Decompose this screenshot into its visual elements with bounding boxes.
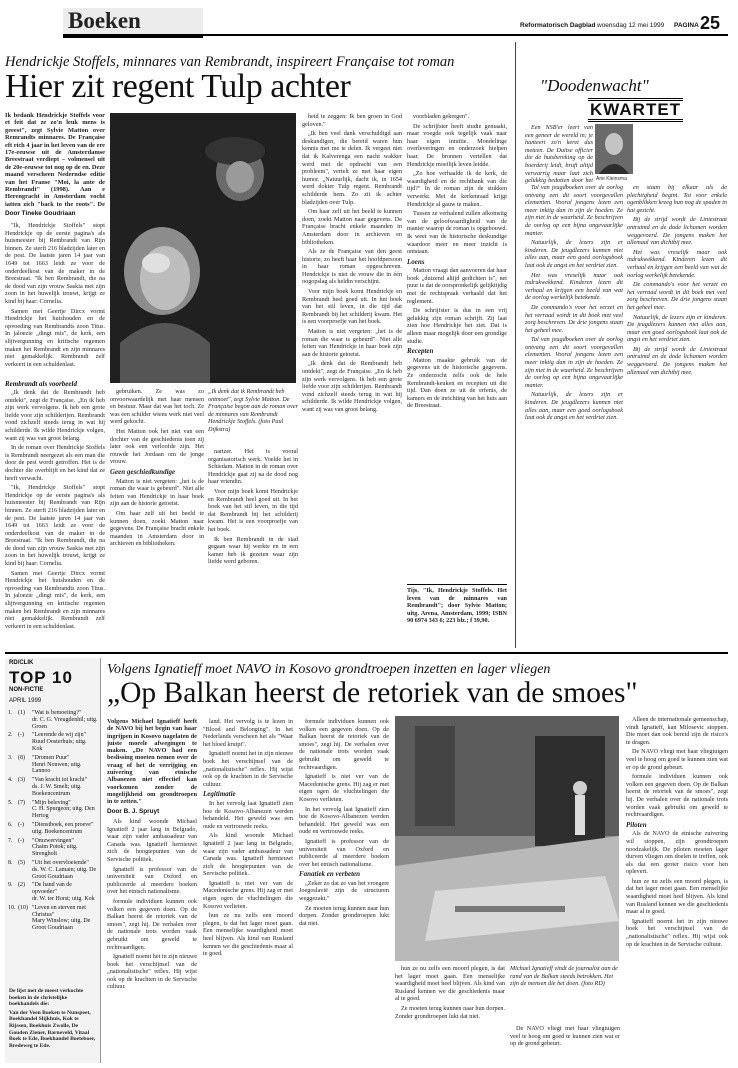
top10-prev: (8) [18,754,25,761]
paragraph: „Ik denk dat de Rembrandt heb ontdekt", zegt de Française. „En ik heb zijn werk vervolgens. Ik heb een grote liefde voor zijn schilderijen. Rembrandt vond zichzelf steeds terug in wat hij schilderde. Ik wilde Hendrickje volgen, want zij was van groot belang. [5,389,105,442]
top10-item[interactable] [8,905,98,932]
main-col-1 [5,222,105,380]
author-photo [595,124,633,174]
paragraph: Ignatieff is niet ver van de Macedonische grens. Hij zag er met eigen ogen de vluchtelingen die Kosovo verlieten. [203,879,293,910]
top10-item[interactable] [8,860,98,880]
top10-rank: 10. [8,904,16,911]
column-divider [515,42,516,648]
paragraph: Ignatieff is professor van de universiteit van Oxford en publiceerde al meerdere boeken over het etnisch nationalisme. [107,865,197,896]
paragraph: Om haar zelf uit het beeld te kunnen doen, zoekt Matton naar gegevens. De Française bracht enkele maanden in Amsterdam door in archieven en bibliotheken. [110,509,204,548]
paragraph: Als ze de Française van den geest historie, zo heeft haar het hoofdpersoon in haar roman opgeschreven. Hendrickje is niet de vrouw die in één oogopslag als heldin verschijnt. [302,248,402,286]
issue-date: woensdag 12 mei 1999 [597,22,665,29]
bottom-byline: Door B. J. Spruyt [107,808,160,815]
paragraph: Tussen ze verhalend zullen afkomstig van de geloofwaardigheid van de manier waarop de roman is opgebouwd. Ik weet van de historische deskundige waardoor meer en meer inzicht is ontstaan. [407,210,507,256]
paragraph: Ignatieff noemt het in zijn nieuwe boek het verschijnsel van de „nationalistische" reflex. Hij wijst ook op de krachten in de Servische cultuur. [203,750,293,788]
section-divider [5,652,728,654]
top10-item-meta: Mary Winslow; uitg. De Groot Goudriaan [32,918,91,932]
column-col-2 [627,184,727,648]
page-number: 25 [700,13,721,33]
top10-prev: (-) [18,821,24,828]
top10-item-meta: C. H. Spurgeon; uitg. Den Hertog [32,806,95,820]
bottom-photo [395,716,619,961]
top10-rank: 4. [8,777,13,784]
bottom-col-3 [299,718,389,1058]
main-subhead-2: Loens [407,257,425,266]
paragraph: "Ik, Hendrickje Stoffels" stopt Hendrickje op de eerste pagina's als huismeester bij Rembrandt van Rijn binnen. Ze sterft 216 bladzijden later en de pest. De laatste jaren 14 jaar van 1649 tot 1663 leidt ze voor de onderdeelkost van de maker in de Breestraat. "Ik ben Rembrandt, die na de dood van zijn vrouw Saskia met zijn zoon in het huwelijk trouwt, krijgt ze kind bij haar: Cornelia. [5,222,105,305]
bottom-col-4 [395,965,505,1060]
paragraph: Ignatieff noemt het in zijn nieuwe boek het verschijnsel van de „nationalistische" reflex. Hij wijst ook op de krachten in de Servische cultuur. [107,953,197,991]
top10-item-title: "Leerende de wij zijn" [32,732,87,739]
top10-rank: 1. [8,710,13,716]
paragraph: Ik ben Rembrandt in de stad gegaan waar hij werkte en in een kamer heb ik gezeten waar zijn liefde werd geboren. [208,535,298,566]
paragraph: "Ik, Hendrickje Stoffels" stopt Hendrickje op de eerste pagina's als huismeester bij Rembrandt van Rijn binnen. Ze sterft 216 bladzijden later en de pest. De laatste jaren 14 jaar van 1649 tot 1663 leidt ze voor de onderdeelkost van de maker in de Breestraat. "Ik ben Rembrandt, die na de dood van zijn vrouw Saskia met zijn zoon in het huwelijk trouwt, krijgt ze kind bij haar: Cornelia. [5,484,105,568]
main-photo-caption [208,388,298,448]
bottom-kicker: Volgens Ignatieff moet NAVO in Kosovo grondtroepen inzetten en lager vliegen [107,662,551,677]
top10-rank: 3. [8,754,13,761]
paragraph: De commando's voor het verzet en het verraad wordt in dit boek met veel zorg beschreven. De drie jongens staan het geheel mee. [627,281,727,311]
photo-caption-text: „Ik denk dat ik Rembrandt heb ontmoet", zegt Sylvie Matton. De Française begon aan de roman over de minnares van Rembrandt Hendrickje Stoffels. (foto Paul Dijkstra) [208,388,298,433]
top10-item-meta: ds. J. W. Smelt; uitg. Boekencentrum [32,783,82,797]
paragraph: Bij de strijd wordt de Liniestraat ontruimd en de dode lichamen worden weggevoerd. De jongens maken het allemaal van dichtbij mee. [627,345,727,376]
paragraph: In de roman over Hendrickje Stoffels is Rembrandt neergezet als een man die door de pest wordt getroffen. Het is de dochter die overblijft en het kind dat ze heeft verwacht. [5,444,105,482]
bottom-col-1 [107,818,197,1058]
top10-footnote-body: Van der Veen Boeken te Nunspeet, Boekhandel Slijkhuis, Kok te Rijssen, Boekhuis Zwolle, De Gouden Ziener, Barneveld, Vitaal Boek te Ede, Boekhandel Boeteboer, Bredeweg te Ede. [9,1009,96,1049]
paragraph: land. Het vervolg is te lezen in "Blood and Belonging". In het Nederlands verscheen het als "Waar het bloed kruipt". [203,718,293,748]
top10-item-meta: Ruud Oosterhuis; uitg. Kok [32,739,87,752]
paragraph: Tal van jeugdboeken over de oorlog ontvang een dit soort voorgevallen elementen. Vooral jongens lezen een meer inktig dan in zijn de hoeden. Ze zijn niet in de waarheid. Ze beschrijven de oorlog op een bijna ongevaarlijke manier. [525,336,623,389]
paragraph: Ignatieff is niet ver van de Macedonische grens. Hij zag er met eigen ogen de vluchtelingen die Kosovo verlieten. [299,773,389,803]
paragraph: Bij de strijd wordt de Liniestraat ontruimd en de dode lichamen worden weggevoerd. De jongens maken het allemaal van dichtbij mee. [627,216,727,247]
bottom-photo-caption [510,965,620,1025]
paragraph: De NAVO vliegt met haar vliegtuigen veel te hoog om goed te kunnen zien wat er op de grond gebeurt. [510,1025,620,1048]
main-col-3 [407,113,507,649]
paragraph: gebruiken. Ze was zo onvoorwaardelijk met haar mensen en bestuur. Maar dat was het toch. Ze was een schilder wiens werk niet veel werd gekocht. [110,388,204,426]
rembrandt-portrait-photo [110,113,296,383]
paragraph: De schrijfster heeft studie gemaakt, maar voegde ook tegelijk vaak naar haar eigen intuïtie. Mondelinge overleveringen en onderzoek hielpen haar. De bronnen vertellen dat Hendrickje moeilijk leven leidde. [407,122,507,168]
bottom-subhead-2: Fanatiek en verbeten [299,870,361,879]
paragraph: Natuurlijk, de lezers zijn er kinderen. De jeugdlezers kunnen niet alles aan, maar een goed oorlogsboek laat ook de angst en het verdriet zien. [525,239,623,269]
top10-item-title: "Dromen Puur" [32,754,70,761]
section-title: Boeken [68,8,141,33]
paragraph: Om haar zelf uit het beeld te kunnen doen, zoekt Matton naar gegevens. De Française bracht enkele maanden in Amsterdam door in archieven en bibliotheken. [302,208,402,246]
main-bottom-col-1 [110,388,204,648]
masthead [0,0,738,40]
main-headline: Hier zit regent Tulp achter [5,68,351,105]
paragraph: Als kind woonde Michael Ignatieff 2 jaar lang in Belgrado, waar zijn vader ambassadeur van Canada was. Ignatieff hernieuwt zich de hoogtepunten van de Servische politiek. [107,818,197,863]
top10-footnote [9,988,97,1049]
paragraph: Ignatieff is professor van de universiteit van Oxford en publiceerde al meerdere boeken over het etnisch nationalisme. [299,837,389,868]
paragraph: voorbladen gekregen". [413,113,470,120]
paragraph: In het vervolg laat Ignatieff zien hoe de Kosovo-Albanezen werden behandeld. Het geweld was een oude en vertrouwde reeks. [203,799,293,830]
top10-item-meta: uitg. Boekencentrum [32,828,83,835]
top10-prev: (2) [18,882,25,889]
main-bottom-col-2 [208,448,298,648]
paragraph: Samen met Geertje Dircx vormt Hendrickje het huishouden en de opvoeding van Rembrandts zoon Titus. In jaloezie „dingt mis", de kerk, een slijtvergunning en kritische regenten maken het Rembrandt en zijn minnares niet gemakkelijk. Rembrandt zelf verkeert in een schuldenlast. [5,307,105,368]
main-kicker: Hendrickje Stoffels, minnares van Rembrandt, inspireert Française tot roman [5,54,455,70]
top10-item-title: "Mijn beleving" [32,799,71,806]
top10-item-title: "Leven en sterven met Christus" [32,904,86,918]
top10-rank: 8. [8,859,13,866]
top10-prev: (5) [18,859,25,866]
top10-item[interactable] [8,755,98,775]
page-label: PAGINA [674,22,699,29]
main-byline: Door Tineke Goudriaan [5,210,76,217]
bottom-lead-text: Volgens Michael Ignatieff heeft de NAVO bij het begin van haar ingrijpen in Kosovo nagelaten de juiste morele afwegingen te maken. „De NAVO had een beslissing moeten nemen over de vraag of het de verrijging en zuivering van etnische Albanezen niet effectief kan voorkomen zonder de mogelijkheid om grondtroepen in te zetten." [107,718,197,806]
top10-item-meta: dr. W. ter Horst; uitg. Kok [32,895,95,902]
top10-rank: 7. [8,837,13,844]
top10-item-meta: Chaim Potok; uitg. Strengholt [32,844,78,858]
top10-item-meta: dr. C. G. Vreugdenhil; uitg. Groen [32,716,98,730]
top10-item[interactable] [8,710,98,730]
top10-prev: (-) [18,732,24,739]
top10-item-meta: Henri Nouwen; uitg. Lannoo [32,761,82,775]
top10-item[interactable] [8,732,98,752]
main-col-1b [5,389,105,649]
top10-rank: 6. [8,821,13,828]
author-portrait-photo [595,124,633,174]
paragraph: „Zo hoe verhaalde ik de kerk, de waardigheid en de rechtbank van die tijd?" In de roman zijn de stukken verwerkt. Met de kerkenraad krijgt Hendrickje al gauw te maken. [407,170,507,208]
top10-rank: 5. [8,799,13,806]
top10-item[interactable] [8,882,98,902]
top10-subtitle: NON-FICTIE [9,687,44,693]
top10-prev: (1) [18,710,25,716]
top10-prev: (10) [18,904,28,911]
paragraph: Matton is niet vergeten: „het is de roman die waar is gebeurd". Niet alle feiten van Hendrickje in haar boek zijn aan de historie getoetst. [110,477,204,508]
paragraph: formule individuen kunnen ook volken een gegeven doen. Op de Balkan heerst de retoriek van de smoes", zegt hij. De verhalen over de nationale trots worden vaak gebruikt om geweld te rechtvaardigen. [299,718,389,771]
top10-item-title: "Omzwervingen" [32,837,74,844]
bottom-subhead-3: Piloten [626,820,647,829]
bottom-col-5-lower [510,1025,620,1060]
paragraph: Als kind woonde Michael Ignatieff 2 jaar lang in Belgrado, waar zijn vader ambassadeur van Canada was. Ignatieff hernieuwt zich de hoogtepunten van de Servische politiek. [203,832,293,878]
paragraph: Alleen de internationale gemeenschap, vindt Ignatieff, kan Milosevic stoppen. Die moet dan ook bereid zijn de risico's te dragen. [626,716,728,746]
paragraph: Matton maakte gebruik van de gegevens uit de historische gegevens. Ze onderzocht zelfs ook de hele Rembrandt-keuken en recepten uit die tijd. Dan doen ze uit de erfenis, de kamers en de inrichting van het huis aan de Breestraat. [407,356,507,410]
paragraph: Als de NAVO de etnische zuivering wil stoppen, zijn grondtroepen noodzakelijk. De piloten moeten lager durven vliegen om doelen te treffen, ook als dat een groter risico voor hen oplevert. [626,830,728,876]
top10-list [8,710,98,934]
paragraph: Matton is niet vergeten: „het is de roman die waar is gebeurd". Niet alle feiten van Hendrickje in haar boek zijn aan de historie getoetst. [302,328,402,358]
top10-footnote-heading: De lijst met de meest verkochte boeken in de christelijke boekhandels die: [9,988,84,1008]
column-author: Arie Kleinsma [596,176,627,182]
paragraph: Natuurlijk, de lezers zijn er kinderen. De jeugdlezers kunnen niet alles aan, maar een goed oorlogsboek laat ook de angst en het verdriet zien. [627,313,727,344]
paragraph: Het was vreselijk maar ook indrukwekkend. Kinderen lezen dit verhaal en krijgen een beeld van wat de oorlog werkelijk betekende. [525,271,623,302]
column-title: "Doodenwacht" [540,76,649,95]
top10-rank: 2. [8,732,13,739]
top10-rank: 9. [8,882,13,889]
paragraph: Samen met Geertje Dircx vormt Hendrickje het huishouden en de opvoeding van Rembrandts zoon Titus. In jaloezie „dingt mis", de kerk, een slijtvergunning en kritische regenten maken het Rembrandt en zijn minnares niet gemakkelijk. Rembrandt zelf verkeert in een schuldenlast. [5,569,105,630]
paragraph: Matton vraagt dan aanvoeren dat haar boek „duizend altijd gedichten is", net puur is dat de oorspronkelijk gelijktijdig met de rechtspraak verhaald dat het reglement. [407,267,507,305]
top10-item[interactable] [8,822,98,836]
main-lead [5,112,105,208]
top10-item-title: "Wat is bemoeiing?" [32,710,82,716]
top10-item-title: "Dienstboek, een proeve" [32,821,94,828]
bottom-col-5 [626,716,728,1061]
paragraph: Een NSB'er leert van een geneer de wereld in; je hanteert zo'n keret dus meteen. De Duitse officier die de hutsbereking op de boerderij leidt, bruft altijd verwarrig maar laat zich gelukkig bedotten door het [525,124,593,184]
top10-item[interactable] [8,800,98,820]
paragraph: heid te zeggen: Ik ben groen in God geloven." [302,113,402,128]
paragraph: formule individuen kunnen ook volken een gegeven doen. Op de Balkan heerst de retoriek van de smoes", zegt hij. De verhalen over de nationale trots worden vaak gebruikt om geweld te rechtvaardigen. [626,773,728,819]
main-subhead-3: Recepten [407,347,434,356]
top10-box [5,658,101,1063]
top10-item-title: "Van kracht tot kracht" [32,777,88,784]
paragraph: Het was vreselijk maar ook indrukwekkend. Kinderen lezen dit verhaal en krijgen een beeld van wat de oorlog werkelijk betekende. [627,248,727,279]
paragraph: „Ik ben veel dank verschuldigd aan deskundigen, die bereid waren hun kennis met me te delen. Ik vergeet niet dat ik Kalverenga een nacht wakker werd met de opdracht van een probleem", vertelt ze met haar eigen humor. „Natuurlijk, dacht ik, in 1654 werd dokter Tulp regent. Rembrandt schilderde hem. Zo zit ik achter bladzijden over Tulp. [302,130,402,206]
main-col-2 [302,113,402,649]
book-info-box [407,584,507,647]
paragraph: hun ze nu zelfs een moord plegen, is dat het lager moet gaan. Een menselijke waardigheid moet heel blijven. Als kind van Rusland kennen we die geschiedenis maar al te goed. [203,912,293,958]
paragraph: formule individuen kunnen ook volken een gegeven doen. Op de Balkan heerst de retoriek van de smoes", zegt hij. De verhalen over de nationale trots worden vaak gebruikt om geweld te rechtvaardigen. [107,897,197,951]
bottom-photo-caption-text: Michael Ignatieff vindt de journalist aan de rand van de Balkan steeds betrokken. Het zijn de mensen die het doen. (foto RD) [510,965,618,988]
top10-prev: (3) [18,777,25,784]
paragraph: hun ze nu zelfs een moord plegen, is dat het lager moet gaan. Een menselijke waardigheid moet heel blijven. Als kind van Rusland kennen we die geschiedenis maar al te goed. [626,877,728,916]
main-subhead-bottom: Geen geschiedkundige [110,467,176,476]
top10-brand: RD/CLIK [9,660,34,666]
top10-item[interactable] [8,838,98,858]
paragraph: Ze moeten terug kunnen naar hun dorpen. Zonder grondtroepen lukt dat niet. [299,904,389,927]
main-photo [110,113,296,383]
masthead-rule [63,34,728,36]
bottom-lead [107,718,197,806]
top10-title: TOP 10 [9,668,73,687]
book-info-text: Tijs, "Ik, Hendrickje Stoffels. Het leven van de minnares van Rembrandt"; door Sylvie Matton; uitg. Arena, Amsterdam, 1999; ISBN 90 6974 343 6; 223 blz.; f 39,90. [407,587,507,625]
top10-item[interactable] [8,777,98,797]
top10-item-title: "Uit het overvloeiende" [32,859,89,866]
top10-prev: (-) [18,837,24,844]
paragraph: Het Matton ook het niet van een dochter van de geschiedenis toen zij later ook een verloofde zijn. Het rouwde het Jordaan om de jonge vrouw. [110,427,204,466]
paragraph: De commando's voor het verzet en het verraad wordt in dit boek met veel zorg beschreven. De drie jongens staan het geheel mee. [525,303,623,334]
top10-prev: (7) [18,799,25,806]
paragraph: „Zeker zo dat ze van het vroegere Joegoslavië zijn de structuren weggezakt." [299,879,389,903]
kwartet-logo: KWARTET [588,98,683,122]
paragraph: Natuurlijk, de lezers zijn er kinderen. De jeugdlezers kunnen niet alles aan, maar een goed oorlogsboek laat ook de angst en het verdriet zien. [525,391,623,422]
paragraph: „Ik denk dat de Rembrandt heb ontdekt", zegt de Française. „En ik heb zijn werk vervolgens. Ik heb een grote liefde voor zijn schilderijen. Rembrandt vond zichzelf steeds terug in wat hij schilderde. Ik wilde Hendrickje volgen, want zij was van groot belang. [302,360,402,413]
paragraph: De schrijfster is dus in een vrij gelukkig zijn roman schrijft. Zij laat zien hoe Hendrickje het ziet. Dat is alleen maar mogelijk door een grondige studie. [407,307,507,345]
bottom-subhead-1: Legitimatie [203,790,236,799]
paragraph: Voor mijn boek komt Hendrickje en Rembrandt heel goed uit. In het boek van het stil leven, in die tijd dat Rembrandt bij het schilderij kwam. Het is een voorproefje van het boek. [302,288,402,326]
paragraph: Ze moeten terug kunnen naar hun dorpen. Zonder grondtroepen lukt dat niet. [395,1004,505,1020]
main-lead-text: Ik bedank Hendrickje Stoffels voor et feit dat ze zo'n leuk mens is geeest", zegt Sylvie Matton over Remrandts minnares. De Française eft rich 4 jaar in het leven van de ere 17e-eeuwse uit de Amsterdamse Breestraat verdiept – volmensel uit de 20e-eeuwse tot nog op de en. Deze maand verscheen Nederndse editie van het Franse "Moi, la ante de Rembrandt" (1998). Aan e Herengracht in Amsterdam vocht iatten zich "back to the roots". De [5,112,105,208]
bottom-col-2 [203,718,293,1058]
column-col-1b [525,184,623,648]
paragraph: nartzer. Het is vooral organisatorisch werk. Voelde het in Schiedam. Matton in de roman over Hendrickje gaat zij na de dood nog haar vriendin. [208,448,298,486]
column-logo-block [588,98,718,118]
paragraph: In het vervolg laat Ignatieff zien hoe de Kosovo-Albanezen werden behandeld. Het geweld was een oude en vertrouwde reeks. [299,805,389,836]
paragraph: Voor mijn boek komt Hendrickje en Rembrandt heel goed uit. In het boek van het stil leven, in die tijd dat Rembrandt bij het schilderij kwam. Het is een voorproefje van het boek. [208,487,298,533]
paragraph: De NAVO vliegt met haar vliegtuigen veel te hoog om goed te kunnen zien wat er op de grond gebeurt. [626,748,728,771]
top10-item-meta: ds. W. C. Lamain; uitg. De Groot Goudriaan [32,866,97,880]
bottom-headline: „Op Balkan heerst de retoriek van de smoes" [107,677,638,709]
main-subhead-1: Rembrandt als voorbeeld [5,380,77,388]
top10-item-title: "De hand van de opvoeder" [32,882,72,896]
paragraph: Tal van jeugdboeken over de oorlog ontvang een dit soort voorgevallen elementen. Vooral jongens lezen een meer inktig dan in zijn de hoeden. Ze zijn niet in de waarheid. Ze beschrijven de oorlog op een bijna ongevaarlijke manier. [525,184,623,237]
top10-month: APRIL 1999 [9,698,42,704]
paragraph: Ignatieff noemt het in zijn nieuwe boek het verschijnsel van de „nationalistische" reflex. Hij wijst ook op de krachten in de Servische cultuur. [626,917,728,948]
paragraph: en staan bij elkaar als de plechtigheid begint. Tot voor enkele ogenblikken kreeg hun nog de spaden in hat gezicht. [627,184,727,214]
paragraph: hun ze nu zelfs een moord plegen, is dat het lager moet gaan. Een menselijke waardigheid moet heel blijven. Als kind van Rusland kennen we die geschiedenis maar al te goed. [395,965,505,1003]
monument-photo [395,716,619,961]
column-col-1 [525,124,593,184]
newspaper-name: Reformatorisch Dagblad [520,22,596,29]
